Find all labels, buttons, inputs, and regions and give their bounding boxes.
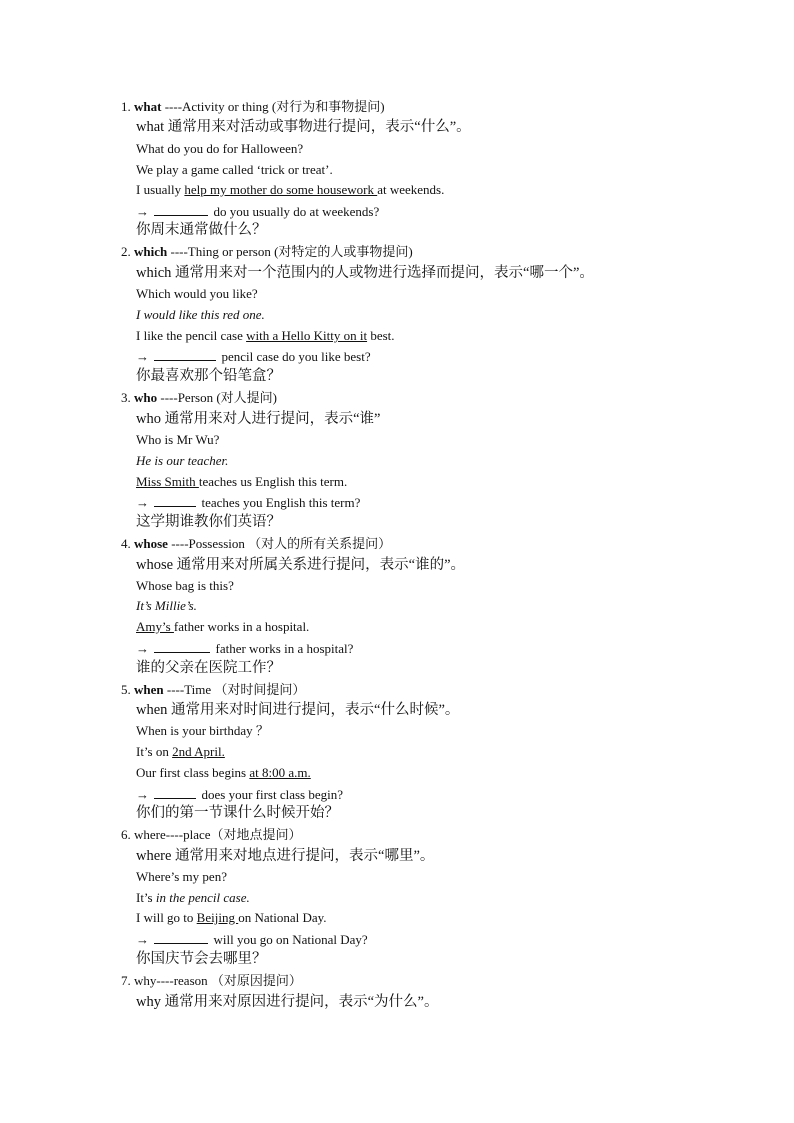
underlined-phrase: at 8:00 a.m. [249, 765, 311, 780]
example-answer: He is our teacher. [136, 453, 229, 468]
item-keyword: what [134, 99, 162, 114]
usage-line: where 通常用来对地点进行提问，表示“哪里”。 [136, 848, 435, 864]
example-sentence: Miss Smith teaches us English this term. [136, 474, 348, 489]
chinese-translation: 这学期谁教你们英语？ [136, 514, 281, 530]
example-sentence: I usually help my mother do some housework at weekends. [136, 182, 445, 197]
item-header-what [121, 99, 385, 115]
item-header-where [121, 827, 302, 843]
example-answer: It’s Millie’s. [136, 598, 197, 613]
transform-question: → does your first class begin? [136, 787, 344, 802]
transform-question: → father works in a hospital? [136, 641, 354, 656]
item-header-why [121, 973, 302, 989]
chinese-translation: 谁的父亲在医院工作？ [136, 660, 281, 676]
example-answer: It’s on 2nd April. [136, 744, 225, 759]
answer-blank [154, 640, 210, 653]
chinese-translation: 你们的第一节课什么时候开始？ [136, 805, 339, 821]
item-header-text: ----Time （对时间提问） [163, 682, 306, 697]
item-header-who [121, 390, 277, 406]
item-header-when [121, 682, 305, 698]
chinese-translation: 你国庆节会去哪里？ [136, 951, 267, 967]
example-answer: It’s in the pencil case. [136, 890, 250, 905]
underlined-phrase: Beijing [196, 910, 239, 925]
item-number: 5. [121, 682, 131, 697]
item-number: 4. [121, 536, 131, 551]
item-keyword: which [134, 244, 168, 259]
item-header-text: ----reason （对原因提问） [156, 973, 302, 988]
item-keyword: whose [134, 536, 168, 551]
transform-question: → will you go on National Day? [136, 932, 368, 947]
usage-line: who 通常用来对人进行提问，表示“谁” [136, 411, 381, 427]
example-answer: I would like this red one. [136, 307, 265, 322]
usage-line: why 通常用来对原因进行提问，表示“为什么”。 [136, 994, 439, 1010]
item-keyword: why [134, 973, 157, 988]
usage-line: whose 通常用来对所属关系进行提问，表示“谁的”。 [136, 557, 466, 573]
example-question: Which would you like? [136, 286, 258, 301]
underlined-phrase: with a Hello Kitty on it [246, 328, 368, 343]
underlined-phrase: help my mother do some housework [184, 182, 378, 197]
answer-blank [154, 348, 216, 361]
item-number: 3. [121, 390, 131, 405]
underlined-phrase: 2nd April. [172, 744, 225, 759]
example-question: Who is Mr Wu? [136, 432, 220, 447]
example-sentence: I like the pencil case with a Hello Kitty on it best. [136, 328, 395, 343]
item-keyword: where [134, 827, 166, 842]
usage-line: which 通常用来对一个范围内的人或物进行选择而提问，表示“哪一个”。 [136, 265, 594, 281]
example-question: Where’s my pen? [136, 869, 227, 884]
underlined-phrase: Amy’s [136, 619, 174, 634]
transform-question: → teaches you English this term? [136, 495, 361, 510]
italic-phrase: in the pencil case. [155, 890, 250, 905]
answer-blank [154, 203, 208, 216]
item-header-text: ----Person (对人提问) [157, 390, 277, 405]
example-question: Whose bag is this? [136, 578, 234, 593]
example-question: What do you do for Halloween? [136, 141, 304, 156]
item-number: 1. [121, 99, 131, 114]
example-sentence: I will go to Beijing on National Day. [136, 910, 327, 925]
example-sentence: Our first class begins at 8:00 a.m. [136, 765, 311, 780]
item-keyword: who [134, 390, 158, 405]
item-header-which [121, 244, 413, 260]
usage-line: what 通常用来对活动或事物进行提问，表示“什么”。 [136, 119, 471, 135]
underlined-phrase: Miss Smith [136, 474, 199, 489]
item-header-text: ----place（对地点提问） [165, 827, 302, 842]
item-header-whose [121, 536, 391, 552]
chinese-translation: 你周末通常做什么？ [136, 222, 267, 238]
item-keyword: when [134, 682, 164, 697]
item-number: 2. [121, 244, 131, 259]
usage-line: when 通常用来对时间进行提问，表示“什么时候”。 [136, 702, 460, 718]
transform-question: → do you usually do at weekends? [136, 204, 380, 219]
item-number: 6. [121, 827, 131, 842]
item-number: 7. [121, 973, 131, 988]
example-sentence: Amy’s father works in a hospital. [136, 619, 310, 634]
answer-blank [154, 931, 208, 944]
answer-blank [154, 786, 196, 799]
item-header-text: ----Activity or thing (对行为和事物提问) [161, 99, 385, 114]
item-header-text: ----Possession （对人的所有关系提问） [167, 536, 392, 551]
chinese-translation: 你最喜欢那个铅笔盒？ [136, 368, 281, 384]
example-answer: We play a game called ‘trick or treat’. [136, 162, 333, 177]
transform-question: → pencil case do you like best? [136, 349, 371, 364]
example-question: When is your birthday ？ [136, 723, 269, 738]
item-header-text: ----Thing or person (对特定的人或事物提问) [167, 244, 413, 259]
answer-blank [154, 494, 196, 507]
